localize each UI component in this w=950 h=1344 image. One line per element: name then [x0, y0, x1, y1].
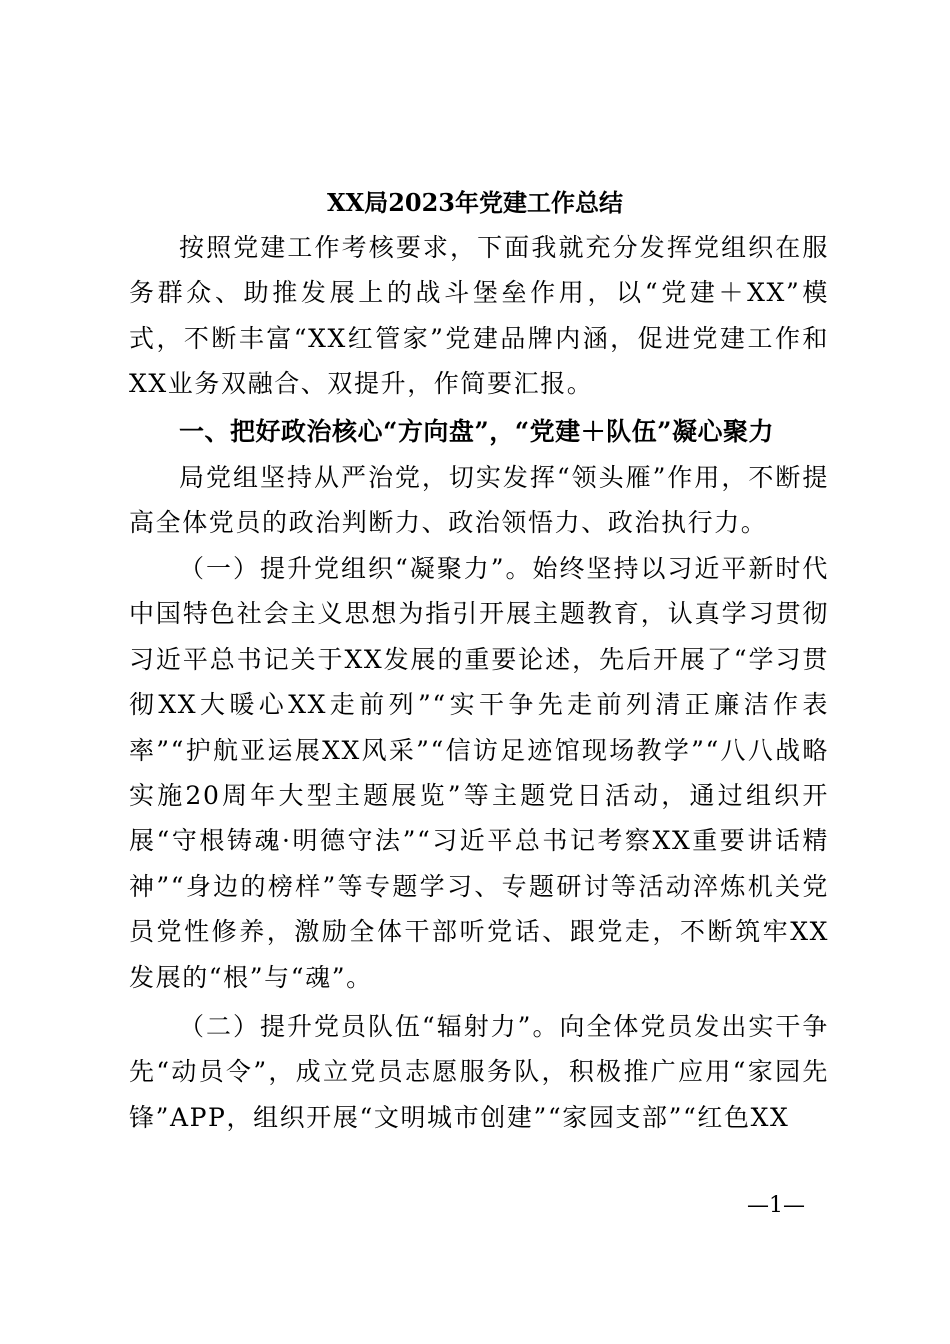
- intro-paragraph-text: 按照党建工作考核要求，下面我就充分发挥党组织在服务群众、助推发展上的战斗堡垒作用，以“党建＋XX”模式，不断丰富“XX红管家”党建品牌内涵，促进党建工作和XX业务双融合、双提升，作简要汇报。: [129, 233, 829, 399]
- intro-paragraph: [129, 225, 829, 407]
- document-title: XX局2023年党建工作总结: [326, 188, 624, 217]
- section1-heading: 一、把好政治核心“方向盘”，“党建＋队伍”凝心聚力: [179, 417, 775, 446]
- subsection2-body: 向全体党员发出实干争先“动员令”，成立党员志愿服务队，积极推广应用“家园先锋”APP，组织开展“文明城市创建”“家园支部”“红色XX: [129, 1012, 829, 1132]
- subsection1-heading: （一）提升党组织“凝聚力”。: [179, 554, 533, 583]
- subsection1-text: [129, 546, 829, 1000]
- section1-paragraph-text: 局党组坚持从严治党，切实发挥“领头雁”作用，不断提高全体党员的政治判断力、政治领悟力、政治执行力。: [129, 463, 829, 538]
- subsection2-heading: （二）提升党员队伍“辐射力”。: [179, 1012, 560, 1041]
- subsection1-body: 始终坚持以习近平新时代中国特色社会主义思想为指引开展主题教育，认真学习贯彻习近平总书记关于XX发展的重要论述，先后开展了“学习贯彻XX大暖心XX走前列”“实干争先走前列清正廉洁作表率”“护航亚运展XX风采”“信访足迹馆现场教学”“八八战略实施20周年大型主题展览”等主题党日活动，通过组织开展“守根铸魂·明德守法”“习近平总书记考察XX重要讲话精神”“身边的榜样”等专题学习、专题研讨等活动淬炼机关党员党性修养，激励全体干部听党话、跟党走，不断筑牢XX发展的“根”与“魂”。: [129, 554, 829, 992]
- subsection1-paragraph: [129, 546, 829, 1000]
- subsection2-text: [129, 1004, 829, 1140]
- page-number: —1—: [747, 1193, 805, 1218]
- subsection2-paragraph: [129, 1004, 829, 1140]
- section1-paragraph: [129, 455, 829, 546]
